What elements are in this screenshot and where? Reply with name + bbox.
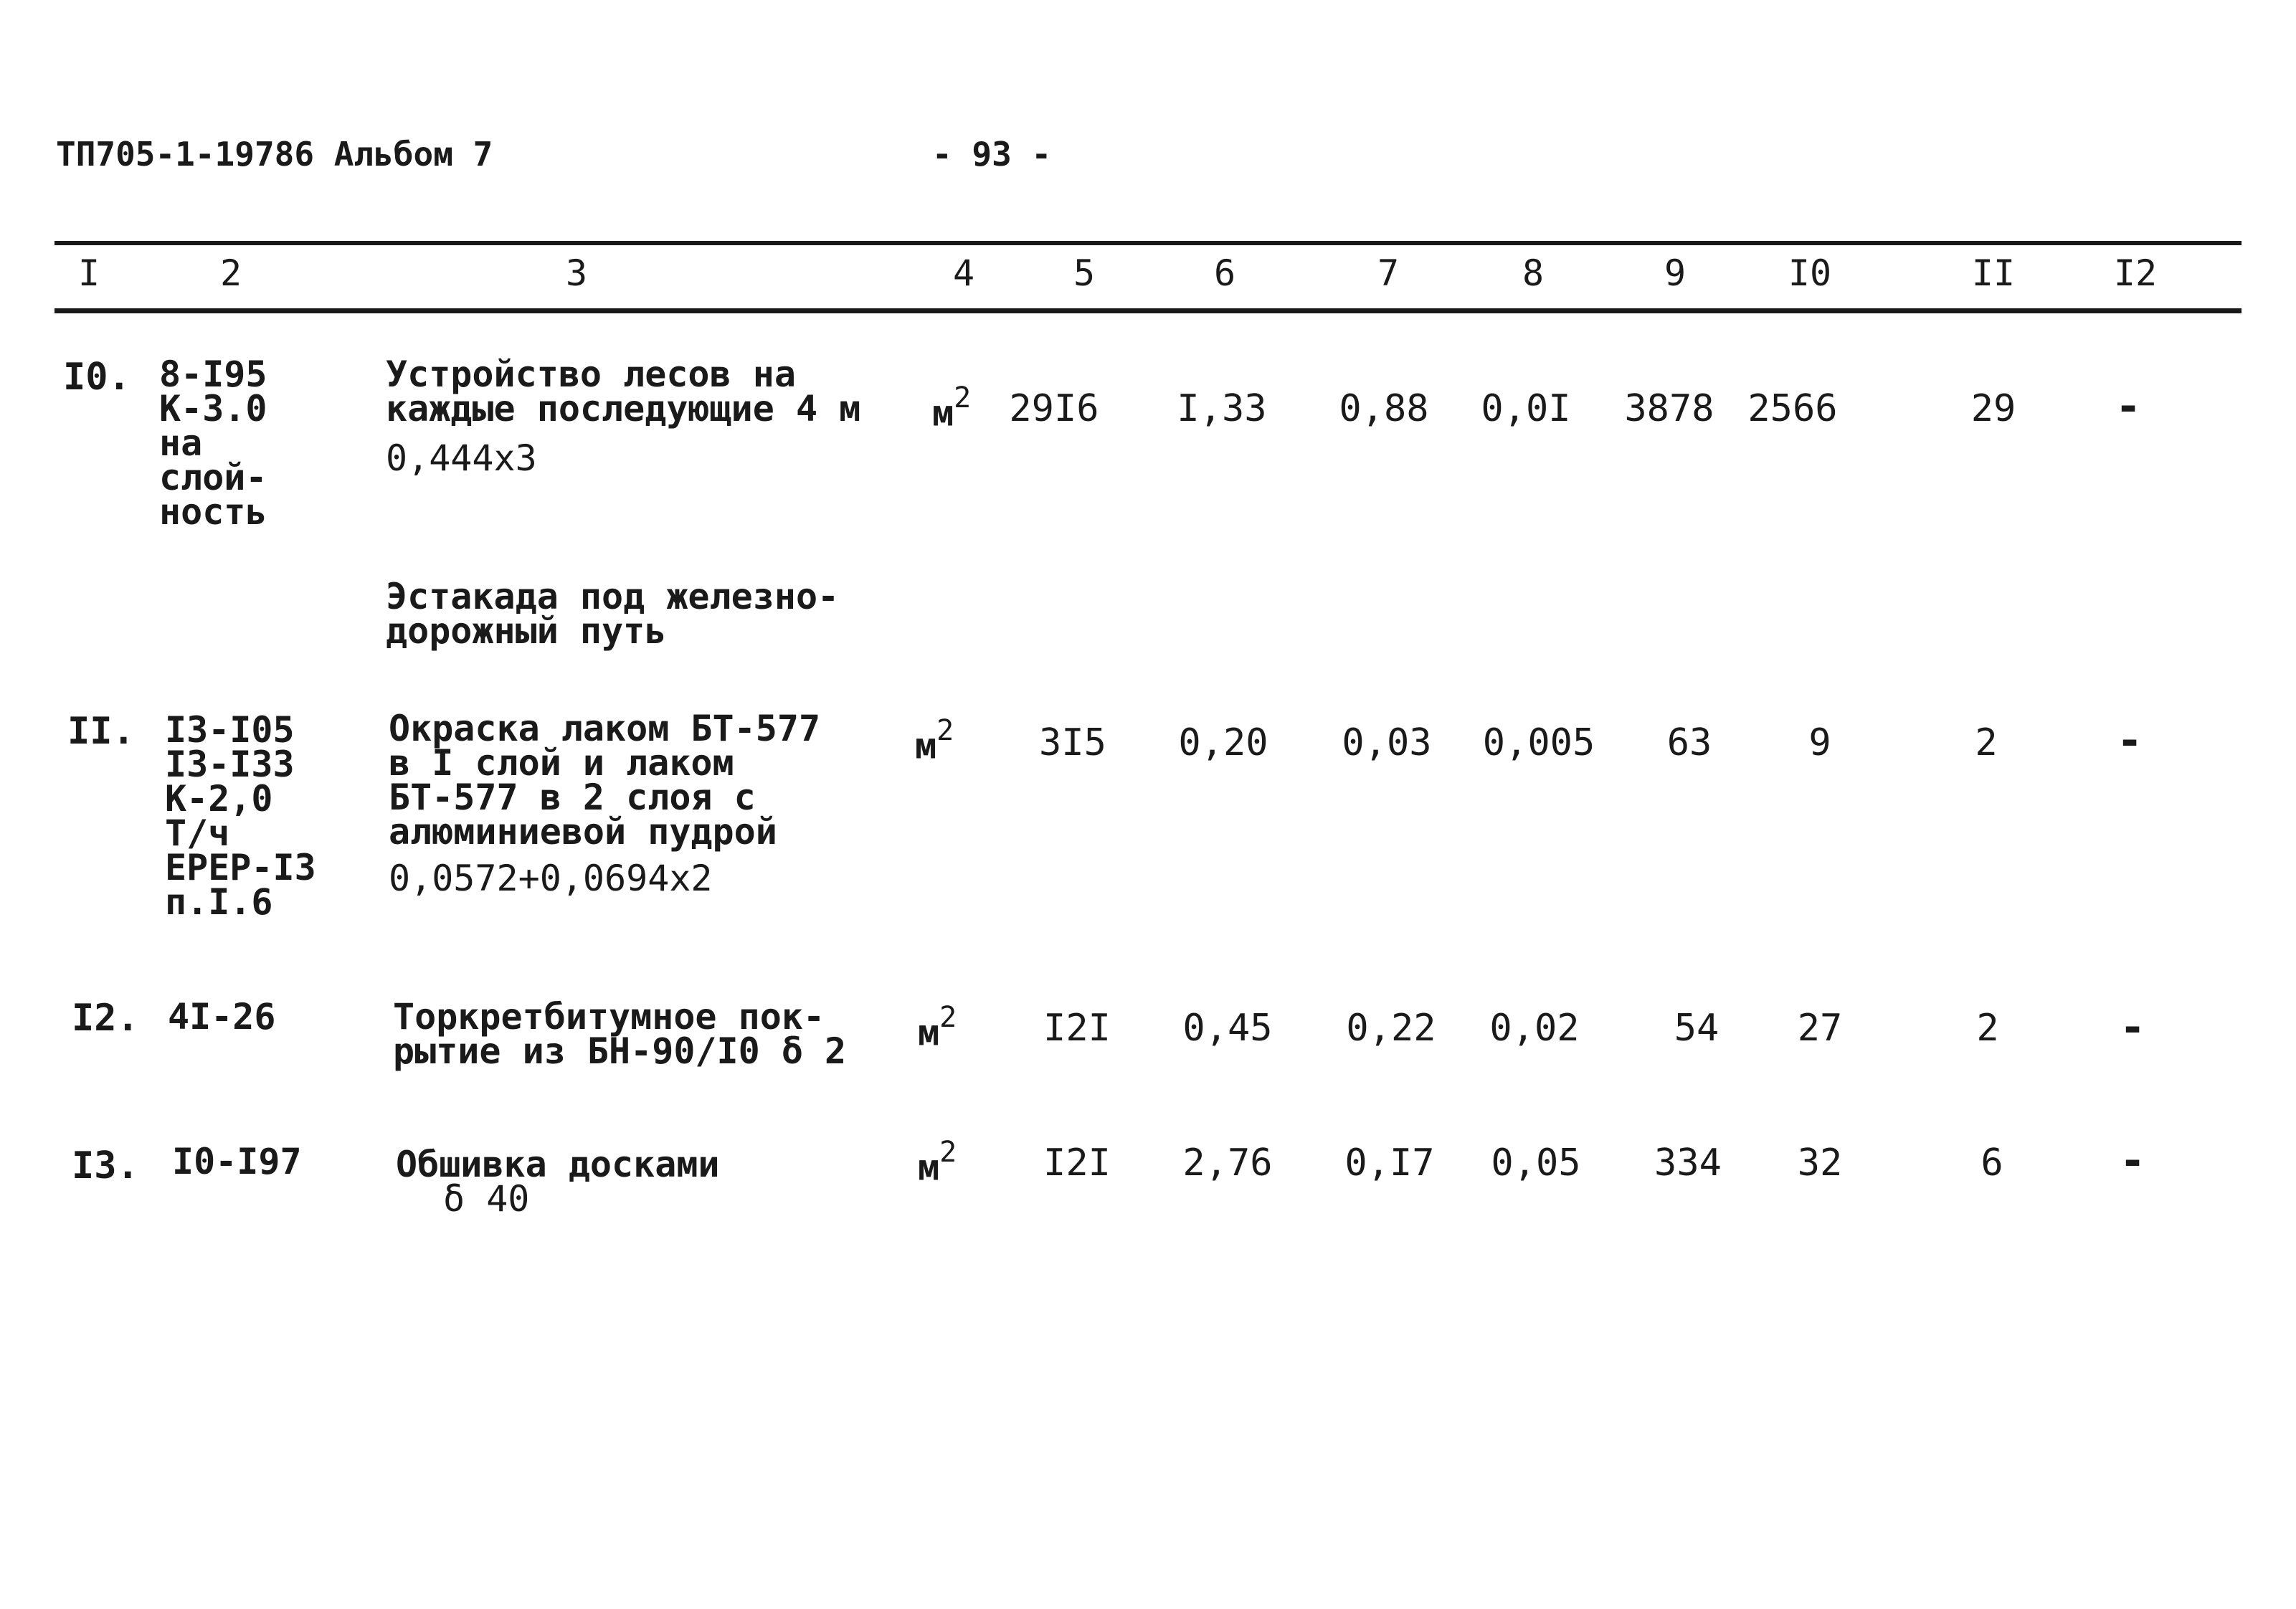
column-header: 7 [1377,252,1400,294]
code-line: 4I-26 [168,996,276,1038]
cell-col9: 54 [1674,1007,1719,1050]
column-header: 5 [1073,252,1096,294]
cell-col6: 0,20 [1178,721,1268,764]
unit-base: м [915,725,937,767]
cell-col9: 3878 [1624,387,1714,430]
row-number: I2. [72,997,139,1040]
code-line: I3-I05 [165,709,295,751]
code-line: ность [159,491,267,533]
description-line: алюминиевой пудрой [389,811,777,853]
cell-col6: 2,76 [1182,1142,1273,1185]
norm-code [168,996,276,1038]
document-code: ТП705-1-19786 Альбом 7 [56,135,493,174]
page-number: - 93 - [932,135,1052,174]
unit-exponent: 2 [954,381,972,414]
cell-col5: 3I5 [1039,721,1106,764]
column-header: I2 [2113,252,2158,294]
row-number: I3. [72,1144,139,1187]
cell-col12: - [2120,1002,2146,1053]
unit-base: м [918,1012,940,1054]
unit [918,1136,957,1189]
cell-col11: 6 [1980,1142,2003,1185]
unit-exponent: 2 [936,714,954,747]
cell-col7: 0,I7 [1344,1142,1435,1185]
cell-col7: 0,03 [1342,721,1432,764]
work-description [396,1144,720,1220]
description-line: Торкретбитумное пок- [393,996,825,1038]
cell-col5: I2I [1043,1007,1111,1050]
cell-col12: - [2120,1136,2146,1186]
code-line: ЕРЕР-I3 [165,847,316,888]
cell-col10: 27 [1797,1007,1843,1050]
column-header: 2 [219,252,242,294]
code-line: Т/ч [165,812,230,854]
cell-col8: 0,05 [1491,1142,1581,1185]
description-line: БТ-577 в 2 слоя с [389,777,756,818]
description-line: в I слой и лаком [389,742,734,784]
code-line: 8-I95 [159,353,267,395]
column-header: 6 [1213,252,1236,294]
cell-col6: I,33 [1177,387,1267,430]
code-line: I3-I33 [165,744,295,785]
cell-col5: 29I6 [1009,387,1099,430]
cell-col7: 0,88 [1339,387,1429,430]
cell-col5: I2I [1043,1142,1111,1185]
cell-col8: 0,005 [1482,721,1595,764]
column-header: 8 [1522,252,1545,294]
cell-col10: 2566 [1747,387,1838,430]
cell-col12: - [2115,381,2142,432]
unit-exponent: 2 [939,1136,957,1169]
cell-col9: 334 [1654,1142,1722,1185]
description-line: Обшивка досками [396,1144,720,1185]
description-line: Окраска лаком БТ-577 [389,708,821,749]
cell-col7: 0,22 [1346,1007,1436,1050]
calc-formula: 0,444х3 [386,437,537,479]
unit-base: м [918,1147,940,1189]
table-header-rule [54,308,2242,313]
column-header: 9 [1664,252,1687,294]
section-line: Эстакада под железно- [386,576,840,617]
cell-col9: 63 [1666,721,1712,764]
cell-col11: 29 [1970,387,2016,430]
column-header: II [1971,252,2016,294]
code-line: К-2,0 [165,778,273,820]
row-number: II. [67,710,135,753]
code-line: К-3.0 [159,388,267,429]
description-line: Устройство лесов на [386,353,796,395]
cell-col6: 0,45 [1182,1007,1273,1050]
work-description [386,353,861,429]
code-line: п.I.6 [165,881,273,923]
column-header: I0 [1788,252,1832,294]
column-header: 4 [952,252,975,294]
unit [918,1001,957,1054]
table-top-rule [54,241,2242,245]
description-line: каждые последующие 4 м [386,388,861,429]
cell-col11: 2 [1976,1007,1999,1050]
code-line: на [159,422,203,464]
cell-col8: 0,0I [1481,387,1571,430]
column-header: 3 [565,252,588,294]
work-description [389,708,821,853]
column-header: I [77,252,100,294]
work-description [393,996,847,1072]
cell-col10: 9 [1808,721,1831,764]
description-line: рытие из БН-90/I0 δ 2 [393,1030,847,1072]
calc-formula: 0,0572+0,0694х2 [389,858,713,899]
norm-code [159,353,267,533]
section-heading [386,576,840,652]
cell-col10: 32 [1797,1142,1843,1185]
cell-col8: 0,02 [1489,1007,1580,1050]
section-line: дорожный путь [386,610,667,652]
row-number: I0. [63,356,131,399]
norm-code [165,709,316,923]
cell-col12: - [2117,716,2143,766]
cell-col11: 2 [1975,721,1998,764]
code-line: слой- [159,457,267,498]
unit [915,714,954,767]
unit-exponent: 2 [939,1001,957,1034]
code-line: I0-I97 [172,1141,302,1182]
unit [932,381,972,435]
unit-base: м [932,392,954,435]
norm-code [172,1141,302,1182]
description-line: δ 40 [443,1178,530,1220]
